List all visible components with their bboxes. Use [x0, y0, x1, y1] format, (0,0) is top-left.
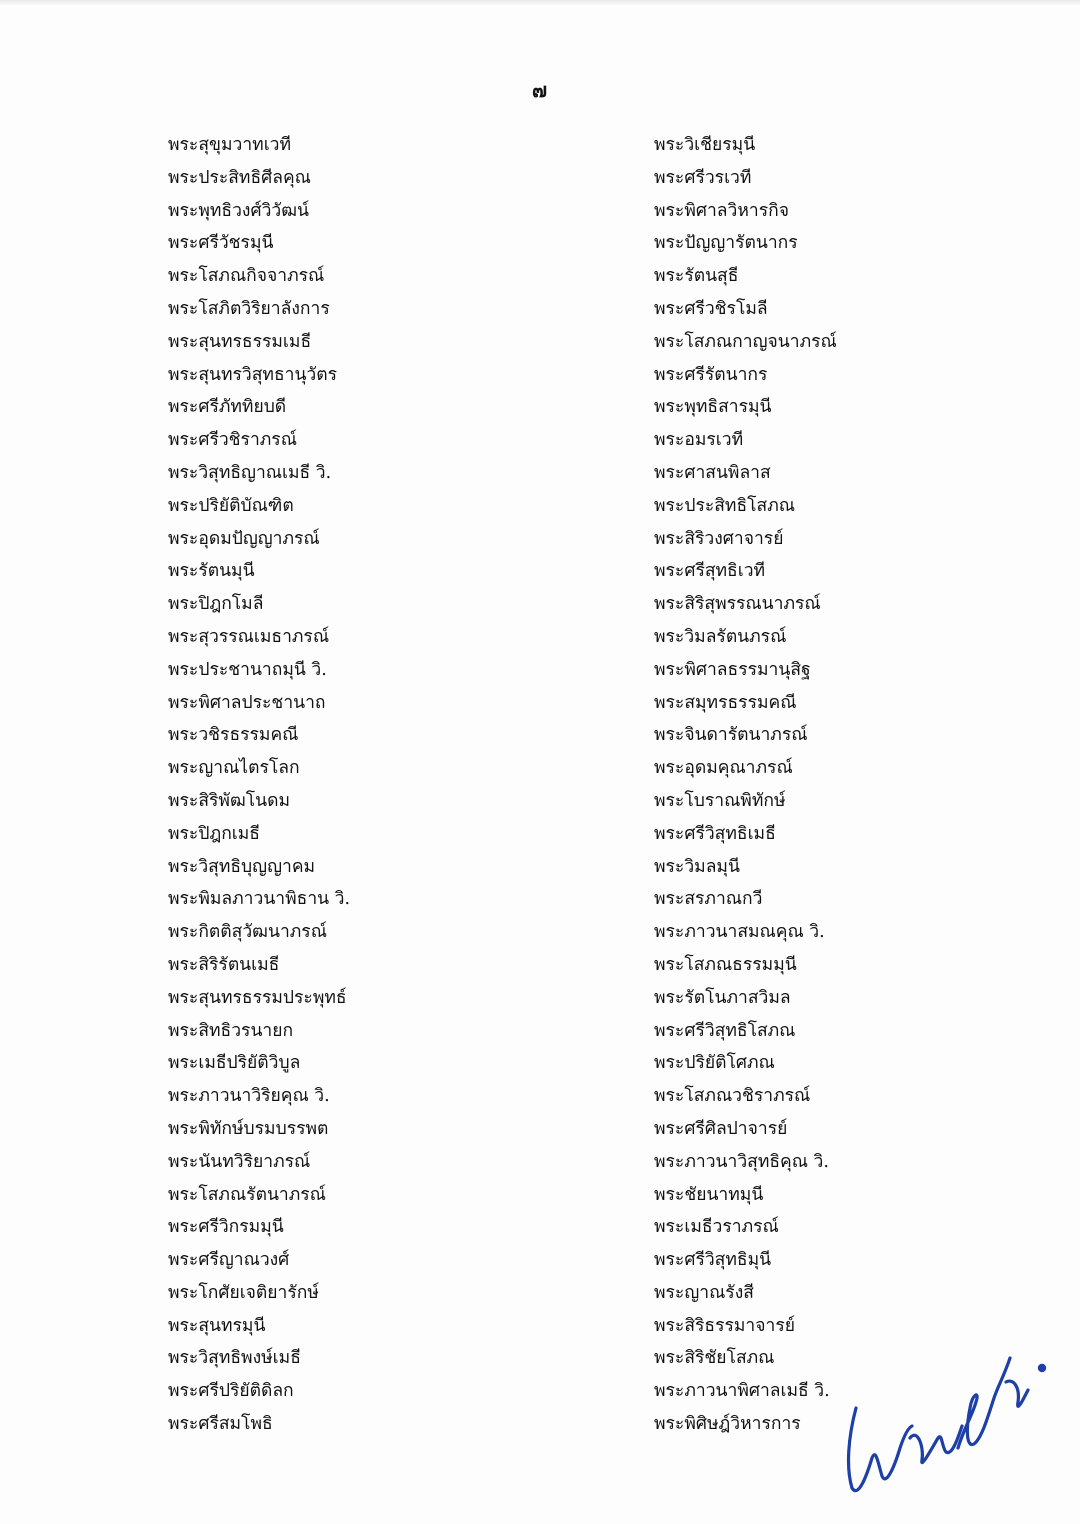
name-entry: พระสิริรัตนเมธี	[168, 954, 280, 975]
name-entry: พระภาวนาวิสุทธิคุณ วิ.	[654, 1151, 829, 1172]
right-name-column	[654, 129, 837, 1441]
name-entry: พระสุขุมวาทเวที	[168, 135, 292, 155]
name-entry: พระสุนทรวิสุทธานุวัตร	[168, 364, 338, 385]
name-entry: พระศรีวชิราภรณ์	[168, 430, 297, 451]
name-entry: พระสมุทรธรรมคณี	[654, 692, 797, 713]
name-entry: พระวิสุทธิบุญญาคม	[168, 856, 316, 877]
left-name-column	[168, 129, 350, 1441]
name-entry: พระกิตติสุวัฒนาภรณ์	[168, 922, 327, 943]
name-entry: พระปริยัติบัณฑิต	[168, 495, 294, 516]
name-entry: พระศาสนพิลาส	[654, 462, 771, 483]
name-entry: พระสรภาณกวี	[654, 889, 763, 910]
name-entry: พระศรีสุทธิเวที	[654, 561, 766, 582]
name-entry: พระศรีวิกรมมุนี	[168, 1217, 284, 1238]
name-entry: พระพิมลภาวนาพิธาน วิ.	[168, 889, 351, 910]
name-entry: พระโสภิตวิริยาลังการ	[168, 298, 330, 319]
handwritten-signature	[838, 1298, 1058, 1508]
name-entry: พระศรีปริยัติดิลก	[168, 1381, 294, 1402]
name-entry: พระปิฎกเมธี	[168, 823, 260, 844]
page-number: ๗	[531, 78, 549, 102]
name-entry: พระวิสุทธิพงษ์เมธี	[168, 1348, 301, 1369]
name-entry: พระรัตนสุธี	[654, 266, 739, 287]
name-entry: พระสุวรรณเมธาภรณ์	[168, 626, 330, 647]
name-entry: พระรัตโนภาสวิมล	[654, 987, 791, 1008]
name-entry: พระนันทวิริยาภรณ์	[168, 1151, 311, 1172]
name-entry: พระญาณไตรโลก	[168, 758, 300, 779]
name-entry: พระศรีวัชรมุนี	[168, 233, 274, 254]
name-entry: พระวิมลรัตนภรณ์	[654, 626, 787, 647]
name-entry: พระศรีญาณวงศ์	[168, 1250, 290, 1271]
name-entry: พระปริยัติโศภณ	[654, 1053, 775, 1074]
name-entry: พระโสภณกาญจนาภรณ์	[654, 331, 837, 352]
name-entry: พระภาวนาพิศาลเมธี วิ.	[654, 1381, 830, 1402]
name-entry: พระศรีวิสุทธิโสภณ	[654, 1020, 796, 1041]
name-entry: พระศรีวชิรโมลี	[654, 298, 768, 319]
name-entry: พระสุนทรธรรมเมธี	[168, 331, 312, 352]
name-entry: พระประชานาถมุนี วิ.	[168, 659, 327, 680]
name-entry: พระจินดารัตนาภรณ์	[654, 725, 808, 746]
name-entry: พระชัยนาทมุนี	[654, 1184, 764, 1205]
name-entry: พระเมธีวราภรณ์	[654, 1217, 779, 1238]
name-entry: พระสุนทรมุนี	[168, 1315, 266, 1336]
name-entry: พระสิริพัฒโนดม	[168, 790, 291, 811]
name-entry: พระพิศาลประชานาถ	[168, 692, 326, 713]
name-entry: พระอุดมปัญญาภรณ์	[168, 528, 320, 549]
name-entry: พระวิเชียรมุนี	[654, 135, 756, 155]
name-entry: พระศรีรัตนากร	[654, 364, 768, 385]
name-entry: พระเมธีปริยัติวิบูล	[168, 1053, 301, 1074]
name-entry: พระประสิทธิศีลคุณ	[168, 167, 311, 188]
name-entry: พระวิสุทธิญาณเมธี วิ.	[168, 462, 332, 483]
name-entry: พระโบราณพิทักษ์	[654, 790, 786, 811]
name-entry: พระญาณรังสี	[654, 1282, 754, 1303]
name-entry: พระศรีสมโพธิ	[168, 1414, 273, 1435]
name-entry: พระศรีวิสุทธิเมธี	[654, 823, 776, 844]
name-entry: พระโสภณรัตนาภรณ์	[168, 1184, 326, 1205]
name-entry: พระอุดมคุณาภรณ์	[654, 758, 793, 779]
name-entry: พระวชิรธรรมคณี	[168, 725, 299, 746]
name-entry: พระโสภณกิจจาภรณ์	[168, 266, 325, 287]
name-entry: พระรัตนมุนี	[168, 561, 255, 582]
name-entry: พระสิริชัยโสภณ	[654, 1348, 775, 1369]
name-entry: พระพิศิษฎ์วิหารการ	[654, 1414, 801, 1435]
name-entry: พระพิศาลธรรมานุสิฐ	[654, 659, 811, 680]
name-entry: พระโสภณวชิราภรณ์	[654, 1086, 811, 1107]
name-entry: พระพิทักษ์บรมบรรพต	[168, 1118, 329, 1139]
name-entry: พระศรีภัททิยบดี	[168, 397, 287, 418]
name-entry: พระพุทธิสารมุนี	[654, 397, 772, 418]
name-entry: พระศรีศิลปาจารย์	[654, 1118, 788, 1139]
name-entry: พระภาวนาวิริยคุณ วิ.	[168, 1086, 330, 1107]
name-entry: พระประสิทธิโสภณ	[654, 495, 795, 516]
name-entry: พระศรีวรเวที	[654, 167, 752, 188]
name-entry: พระศรีวิสุทธิมุนี	[654, 1250, 772, 1271]
name-entry: พระสุนทรธรรมประพุทธ์	[168, 987, 347, 1008]
name-entry: พระสิริธรรมาจารย์	[654, 1315, 795, 1336]
name-entry: พระสิทธิวรนายก	[168, 1020, 294, 1041]
name-entry: พระภาวนาสมณคุณ วิ.	[654, 922, 825, 943]
name-entry: พระโกศัยเจติยารักษ์	[168, 1282, 319, 1303]
name-entry: พระพิศาลวิหารกิจ	[654, 200, 789, 221]
scan-edge-shadow	[0, 0, 1080, 6]
name-entry: พระปิฎกโมลี	[168, 594, 264, 615]
name-entry: พระพุทธิวงศ์วิวัฒน์	[168, 200, 309, 221]
name-entry: พระสิริสุพรรณนาภรณ์	[654, 594, 821, 615]
name-entry: พระวิมลมุนี	[654, 856, 740, 877]
name-entry: พระอมรเวที	[654, 430, 744, 451]
name-entry: พระปัญญารัตนากร	[654, 233, 798, 254]
name-entry: พระสิริวงศาจารย์	[654, 528, 784, 549]
name-entry: พระโสภณธรรมมุนี	[654, 954, 797, 975]
